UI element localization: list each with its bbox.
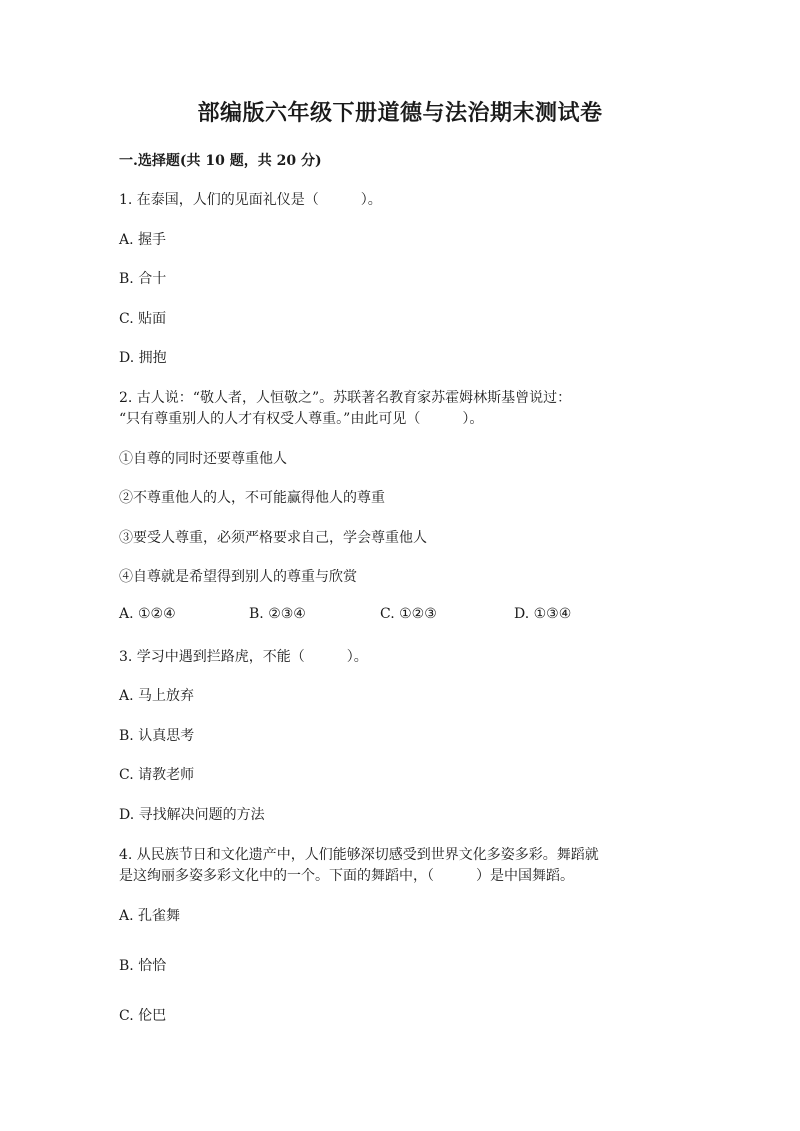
question-1-option-a: A. 握手 — [119, 232, 167, 248]
question-1-option-c: C. 贴面 — [119, 311, 167, 327]
question-2-statement-3: ③要受人尊重，必须严格要求自己，学会尊重他人 — [119, 530, 427, 546]
question-4-option-b: B. 恰恰 — [119, 958, 167, 974]
question-2-statement-4: ④自尊就是希望得到别人的尊重与欣赏 — [119, 569, 357, 585]
page-title: 部编版六年级下册道德与法治期末测试卷 — [197, 100, 603, 126]
question-3-option-b: B. 认真思考 — [119, 728, 195, 744]
section-heading: 一.选择题(共 10 题，共 20 分) — [119, 153, 322, 169]
question-2-statement-2: ②不尊重他人的人，不可能赢得他人的尊重 — [119, 490, 385, 506]
question-2-option-b: B. ②③④ — [249, 606, 306, 622]
question-2-option-c: C. ①②③ — [380, 606, 437, 622]
question-2-option-a: A. ①②④ — [119, 606, 176, 622]
question-3-option-d: D. 寻找解决问题的方法 — [119, 807, 265, 823]
question-4-option-c: C. 伦巴 — [119, 1008, 167, 1024]
question-3-option-c: C. 请教老师 — [119, 767, 195, 783]
question-2-stem-line-2: “只有尊重别人的人才有权受人尊重。”由此可见（ ）。 — [119, 411, 484, 427]
question-2-option-d: D. ①③④ — [514, 606, 572, 622]
question-3-stem: 3. 学习中遇到拦路虎，不能（ ）。 — [119, 649, 368, 665]
question-3-option-a: A. 马上放弃 — [119, 688, 195, 704]
question-2-stem-line-1: 2. 古人说：“敬人者，人恒敬之”。苏联著名教育家苏霍姆林斯基曾说过： — [119, 390, 572, 406]
question-1-option-d: D. 拥抱 — [119, 350, 167, 366]
question-2-statement-1: ①自尊的同时还要尊重他人 — [119, 451, 287, 467]
question-1-option-b: B. 合十 — [119, 271, 167, 287]
question-1-stem: 1. 在泰国，人们的见面礼仪是（ ）。 — [119, 192, 382, 208]
question-4-stem-line-1: 4. 从民族节日和文化遗产中，人们能够深切感受到世界文化多姿多彩。舞蹈就 — [119, 847, 599, 863]
question-4-option-a: A. 孔雀舞 — [119, 908, 181, 924]
question-4-stem-line-2: 是这绚丽多姿多彩文化中的一个。下面的舞蹈中，（ ）是中国舞蹈。 — [119, 868, 574, 884]
